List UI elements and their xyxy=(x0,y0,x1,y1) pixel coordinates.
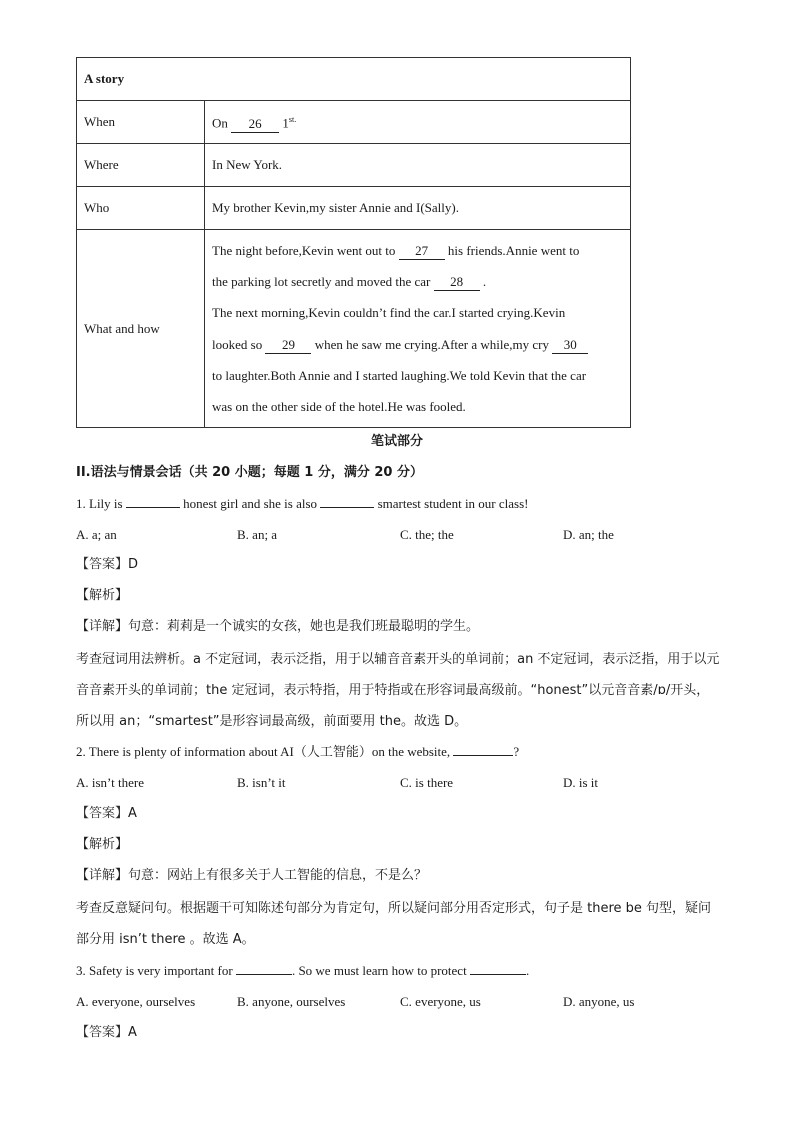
table-row-when xyxy=(77,101,631,144)
q1-blank-2[interactable] xyxy=(320,495,374,508)
q2-analysis-tag: 【解析】 xyxy=(76,837,129,852)
q1-explanation: 考查冠词用法辨析。a 不定冠词，表示泛指，用于以辅音音素开头的单词前；an 不定冠词，表示泛指，用于以元音音素开头的单词前；the 定冠词，表示特指，用于特指或在形容词最高级前。“honest”以元音音素/ɒ/开头，所以用 an；“smartest”是形容词最高级，前面要用 the。故选 D。 xyxy=(76,652,720,729)
who-label: Who xyxy=(77,187,205,230)
blank-26[interactable]: 26 xyxy=(231,116,279,133)
table-row-who xyxy=(77,187,631,230)
q1-detail: 【详解】句意：莉莉是一个诚实的女孩，她也是我们班最聪明的学生。 xyxy=(76,619,480,634)
q1-option-d[interactable]: D. an; the xyxy=(563,527,614,542)
q3-option-a[interactable]: A. everyone, ourselves xyxy=(76,994,196,1009)
q1-option-a[interactable]: A. a; an xyxy=(76,527,117,542)
when-value: On 26 $1^{st.}$ xyxy=(205,101,631,144)
blank-29[interactable]: 29 xyxy=(265,337,311,354)
where-label: Where xyxy=(77,144,205,187)
blank-30[interactable]: 30 xyxy=(552,337,588,354)
q2-answer: 【答案】A xyxy=(76,806,137,821)
q3-answer: 【答案】A xyxy=(76,1025,137,1040)
section-heading: II.语法与情景会话（共 20 小题；每题 1 分，满分 20 分） xyxy=(76,465,423,480)
q2-option-b[interactable]: B. isn’t it xyxy=(237,775,286,790)
q2-option-a[interactable]: A. isn’t there xyxy=(76,775,144,790)
when-label: When xyxy=(77,101,205,144)
q3-blank-1[interactable] xyxy=(236,962,292,975)
blank-27[interactable]: 27 xyxy=(399,243,445,260)
section-title: 笔试部分 xyxy=(370,434,423,449)
q1-analysis-tag: 【解析】 xyxy=(76,588,129,603)
q2-explanation: 考查反意疑问句。根据题干可知陈述句部分为肯定句，所以疑问部分用否定形式，句子是 there be 句型，疑问部分用 isn’t there 。故选 A。 xyxy=(76,901,712,947)
table-row-what-and-how xyxy=(77,230,631,428)
story-table xyxy=(76,57,631,428)
question-2: 2. There is plenty of information about AI（人工智能）on the website, ? xyxy=(76,744,520,759)
q1-option-b[interactable]: B. an; a xyxy=(237,527,278,542)
q3-blank-2[interactable] xyxy=(470,962,526,975)
q1-answer: 【答案】D xyxy=(76,557,139,572)
q1-blank-1[interactable] xyxy=(126,495,180,508)
q1-option-c[interactable]: C. the; the xyxy=(400,527,454,542)
where-value: In New York. xyxy=(205,144,631,187)
q2-detail: 【详解】句意：网站上有很多关于人工智能的信息，不是么？ xyxy=(76,868,428,883)
table-row-where xyxy=(77,144,631,187)
q3-option-b[interactable]: B. anyone, ourselves xyxy=(237,994,346,1009)
q2-option-d[interactable]: D. is it xyxy=(563,775,599,790)
q3-option-d[interactable]: D. anyone, us xyxy=(563,994,635,1009)
what-value: The night before,Kevin went out to 27 his friends.Annie went to the parking lot secretly and moved the car 28 . The next morning,Kevin couldn’t find the car.I started crying.Kevin looked so 29 when he saw me crying.After a while,my cry 30 to laughter.Both Annie and I started laughing.We told Kevin that the car was on the other side of the hotel.He was fooled. xyxy=(205,230,631,428)
who-value: My brother Kevin,my sister Annie and I(Sally). xyxy=(205,187,631,230)
what-label: What and how xyxy=(77,230,205,428)
q2-blank[interactable] xyxy=(453,743,513,756)
table-title-row xyxy=(77,58,631,101)
q2-option-c[interactable]: C. is there xyxy=(400,775,454,790)
question-3: 3. Safety is very important for . So we must learn how to protect . xyxy=(76,963,530,978)
table-title: A story xyxy=(77,58,631,101)
blank-28[interactable]: 28 xyxy=(434,274,480,291)
q3-option-c[interactable]: C. everyone, us xyxy=(400,994,481,1009)
question-1: 1. Lily is honest girl and she is also smartest student in our class! xyxy=(76,496,529,511)
